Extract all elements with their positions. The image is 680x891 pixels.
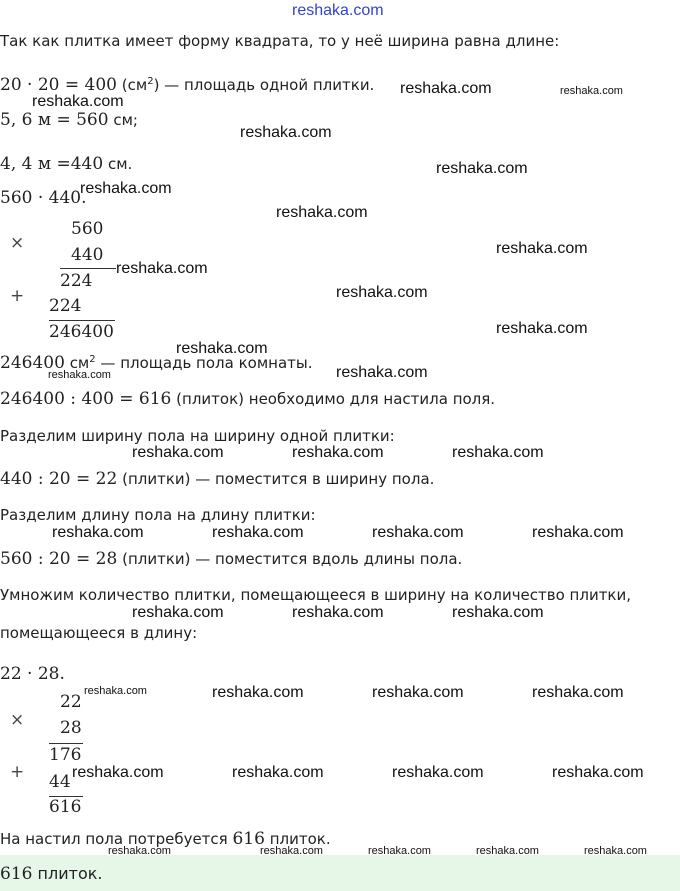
answer-text: плиток.: [37, 864, 103, 883]
watermark: reshaka.com: [108, 845, 171, 857]
conclusion-post: плиток.: [269, 830, 331, 848]
tile-area-text: ) — площадь одной плитки.: [153, 76, 375, 94]
length-line: [0, 549, 462, 569]
watermark: reshaka.com: [400, 80, 492, 97]
room-area-math: 246400: [0, 353, 65, 373]
multiplicand: 22: [60, 692, 82, 712]
multiplier: 28: [60, 718, 82, 738]
watermark: reshaka.com: [552, 764, 644, 781]
watermark: reshaka.com: [292, 604, 384, 621]
watermark: reshaka.com: [84, 685, 147, 697]
plus-sign: +: [10, 762, 25, 782]
plus-sign: +: [10, 286, 25, 306]
width-math: 440 : 20 = 22: [0, 469, 118, 489]
multiply-intro-line-1: Умножим количество плитки, помещающееся в ширину на количество плитки,: [0, 586, 632, 604]
multiplicand: 560: [71, 219, 104, 239]
watermark: reshaka.com: [212, 524, 304, 541]
tile-area-line: [0, 75, 374, 95]
room-area-sup: 2: [89, 354, 96, 365]
watermark: reshaka.com: [80, 180, 172, 197]
tile-area-unit: (см: [121, 76, 148, 94]
partial-product-1: 176: [49, 745, 82, 765]
length-intro: Разделим длину пола на длину плитки:: [0, 506, 316, 524]
watermark: reshaka.com: [132, 444, 224, 461]
conversion-2-text: см.: [107, 155, 133, 173]
width-text: (плитки) — поместится в ширину пола.: [122, 470, 435, 488]
conclusion-math: 616: [232, 829, 265, 849]
watermark: reshaka.com: [240, 124, 332, 141]
partial-product-2: 44: [49, 772, 71, 792]
watermark: reshaka.com: [496, 320, 588, 337]
watermark: reshaka.com: [48, 369, 111, 381]
partial-product-1: 224: [60, 271, 93, 291]
watermark: reshaka.com: [560, 85, 623, 97]
multiply-intro-line-2: помещающееся в длину:: [0, 624, 198, 642]
room-area-text: — площадь пола комнаты.: [100, 354, 313, 372]
conversion-1-math: 5, 6 м = 560: [0, 110, 109, 130]
conversion-line-1: [0, 110, 138, 130]
tile-area-math: 20 · 20 = 400: [0, 75, 117, 95]
conclusion-pre: На настил пола потребуется: [0, 830, 228, 848]
rule-line: [60, 268, 116, 269]
watermark: reshaka.com: [436, 160, 528, 177]
answer-line: [0, 864, 103, 884]
watermark: reshaka.com: [336, 284, 428, 301]
width-line: [0, 469, 434, 489]
watermark: reshaka.com: [276, 204, 368, 221]
division-line: [0, 389, 495, 409]
watermark: reshaka.com: [532, 684, 624, 701]
watermark: reshaka.com: [532, 524, 624, 541]
conversion-1-text: см;: [113, 111, 138, 129]
length-text: (плитки) — поместится вдоль длины пола.: [122, 550, 463, 568]
multiplier: 440: [71, 245, 104, 265]
watermark: reshaka.com: [232, 764, 324, 781]
watermark: reshaka.com: [476, 845, 539, 857]
partial-product-2: 224: [49, 296, 82, 316]
room-area-unit: см: [69, 354, 90, 372]
watermark: reshaka.com: [496, 240, 588, 257]
watermark: reshaka.com: [52, 524, 144, 541]
rule-line: [49, 320, 115, 321]
watermark: reshaka.com: [212, 684, 304, 701]
watermark: reshaka.com: [116, 260, 208, 277]
watermark: reshaka.com: [72, 764, 164, 781]
times-sign: ×: [10, 710, 25, 730]
division-math: 246400 : 400 = 616: [0, 389, 172, 409]
watermark: reshaka.com: [584, 845, 647, 857]
answer-math: 616: [0, 864, 33, 884]
width-intro: Разделим ширину пола на ширину одной плитки:: [0, 427, 395, 445]
watermark: reshaka.com: [392, 764, 484, 781]
watermark: reshaka.com: [132, 604, 224, 621]
watermark: reshaka.com: [452, 604, 544, 621]
watermark: reshaka.com: [32, 93, 124, 110]
watermark: reshaka.com: [260, 845, 323, 857]
rule-line: [49, 743, 83, 744]
watermark: reshaka.com: [292, 444, 384, 461]
watermark: reshaka.com: [452, 444, 544, 461]
watermark: reshaka.com: [372, 524, 464, 541]
watermark: reshaka.com: [372, 684, 464, 701]
intro-line: Так как плитка имеет форму квадрата, то у неё ширина равна длине:: [0, 32, 560, 50]
product-expression: 560 · 440.: [0, 188, 87, 208]
division-text: (плиток) необходимо для настила поля.: [176, 390, 496, 408]
conversion-2-math: 4, 4 м =440: [0, 154, 104, 174]
product-result: 246400: [49, 322, 114, 342]
watermark: reshaka.com: [336, 364, 428, 381]
tile-area-sup: 2: [147, 76, 154, 87]
watermark: reshaka.com: [368, 845, 431, 857]
product-result: 616: [49, 797, 82, 817]
watermark: reshaka.com: [176, 340, 268, 357]
product2-expression: 22 · 28.: [0, 664, 65, 684]
length-math: 560 : 20 = 28: [0, 549, 118, 569]
times-sign: ×: [10, 233, 25, 253]
watermark-top: reshaka.com: [292, 2, 384, 19]
conversion-line-2: [0, 154, 132, 174]
